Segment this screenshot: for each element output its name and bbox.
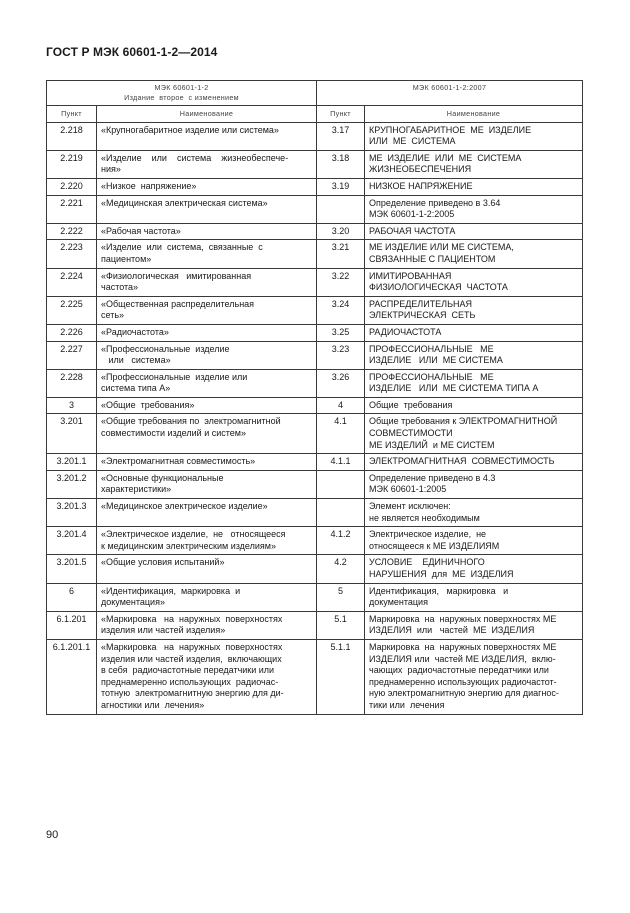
row-left-number: 3.201.4	[47, 527, 97, 555]
correspondence-table	[46, 80, 583, 715]
row-left-name: «Электромагнитная совместимость»	[97, 454, 317, 471]
row-left-number: 2.219	[47, 150, 97, 178]
table-row	[47, 341, 583, 369]
row-left-number: 3.201.3	[47, 499, 97, 527]
row-left-number: 3.201.1	[47, 454, 97, 471]
row-right-name: РАСПРЕДЕЛИТЕЛЬНАЯ ЭЛЕКТРИЧЕСКАЯ СЕТЬ	[365, 296, 583, 324]
row-left-number: 2.228	[47, 369, 97, 397]
row-right-name: Маркировка на наружных поверхностях МЕ ИЗДЕЛИЯ или частей МЕ ИЗДЕЛИЯ, вклю- чающих радиочастотные передатчики или преднамеренно использующих радиочастот- ную электромагнитную энергию для диагнос- тики или лечения	[365, 639, 583, 714]
row-right-number	[317, 470, 365, 498]
row-right-number: 5.1	[317, 611, 365, 639]
row-right-name: МЕ ИЗДЕЛИЕ ИЛИ МЕ СИСТЕМА ЖИЗНЕОБЕСПЕЧЕНИЯ	[365, 150, 583, 178]
table-row	[47, 268, 583, 296]
row-left-name: «Общественная распределительная сеть»	[97, 296, 317, 324]
table-row	[47, 583, 583, 611]
row-left-name: «Идентификация, маркировка и документация»	[97, 583, 317, 611]
table-row	[47, 296, 583, 324]
row-right-name: УСЛОВИЕ ЕДИНИЧНОГО НАРУШЕНИЯ для МЕ ИЗДЕЛИЯ	[365, 555, 583, 583]
row-right-name: ИМИТИРОВАННАЯ ФИЗИОЛОГИЧЕСКАЯ ЧАСТОТА	[365, 268, 583, 296]
table-row	[47, 639, 583, 714]
row-right-number: 3.23	[317, 341, 365, 369]
table-row	[47, 499, 583, 527]
table-column-header	[47, 106, 583, 123]
row-left-number: 6	[47, 583, 97, 611]
row-right-number	[317, 499, 365, 527]
group-left-line1: МЭК 60601-1-2	[154, 83, 209, 92]
row-right-name: КРУПНОГАБАРИТНОЕ МЕ ИЗДЕЛИЕ ИЛИ МЕ СИСТЕМА	[365, 122, 583, 150]
row-right-number: 3.22	[317, 268, 365, 296]
row-left-number: 2.221	[47, 195, 97, 223]
table-group-header	[47, 81, 583, 106]
row-right-number: 3.24	[317, 296, 365, 324]
row-left-number: 6.1.201	[47, 611, 97, 639]
table-row	[47, 223, 583, 240]
table-row	[47, 397, 583, 414]
row-right-name: ПРОФЕССИОНАЛЬНЫЕ МЕ ИЗДЕЛИЕ ИЛИ МЕ СИСТЕМА	[365, 341, 583, 369]
table-row	[47, 178, 583, 195]
col-header-right-num: Пункт	[317, 106, 365, 123]
row-right-name: Электрическое изделие, не относящееся к МЕ ИЗДЕЛИЯМ	[365, 527, 583, 555]
row-left-number: 2.218	[47, 122, 97, 150]
table-row	[47, 324, 583, 341]
row-left-number: 6.1.201.1	[47, 639, 97, 714]
row-left-name: «Медицинская электрическая система»	[97, 195, 317, 223]
row-right-number: 5	[317, 583, 365, 611]
row-left-name: «Медицинское электрическое изделие»	[97, 499, 317, 527]
row-right-name: Маркировка на наружных поверхностях МЕ ИЗДЕЛИЯ или частей МЕ ИЗДЕЛИЯ	[365, 611, 583, 639]
row-right-name: НИЗКОЕ НАПРЯЖЕНИЕ	[365, 178, 583, 195]
row-right-name: Идентификация, маркировка и документация	[365, 583, 583, 611]
row-right-name: Определение приведено в 4.3 МЭК 60601-1:2005	[365, 470, 583, 498]
row-left-number: 2.224	[47, 268, 97, 296]
row-right-number: 3.20	[317, 223, 365, 240]
table-row	[47, 555, 583, 583]
row-right-number: 4	[317, 397, 365, 414]
row-left-name: «Общие условия испытаний»	[97, 555, 317, 583]
row-left-name: «Маркировка на наружных поверхностях изделия или частей изделия, включающих в себя радиочастотные передатчики или преднамеренно использующих радиочас- тотную электромагнитную энергию для ди- агностики или лечения»	[97, 639, 317, 714]
row-right-number: 5.1.1	[317, 639, 365, 714]
row-right-number: 4.1	[317, 414, 365, 454]
row-right-number: 3.17	[317, 122, 365, 150]
row-left-number: 3.201.5	[47, 555, 97, 583]
group-header-left	[47, 81, 317, 106]
row-left-name: «Профессиональные изделие или система типа А»	[97, 369, 317, 397]
row-left-name: «Общие требования по электромагнитной совместимости изделий и систем»	[97, 414, 317, 454]
col-header-right-name: Наименование	[365, 106, 583, 123]
group-header-right: МЭК 60601-1-2:2007	[317, 81, 583, 106]
document-header: ГОСТ Р МЭК 60601-1-2—2014	[46, 45, 218, 59]
row-right-name: РАДИОЧАСТОТА	[365, 324, 583, 341]
row-right-number: 4.1.2	[317, 527, 365, 555]
table-row	[47, 611, 583, 639]
row-right-number	[317, 195, 365, 223]
page-number: 90	[46, 829, 59, 841]
row-left-number: 2.220	[47, 178, 97, 195]
row-right-name: Элемент исключен: не является необходимым	[365, 499, 583, 527]
table-row	[47, 527, 583, 555]
row-left-number: 2.227	[47, 341, 97, 369]
group-left-line2: Издание второе с изменением	[124, 93, 239, 102]
row-left-name: «Электрическое изделие, не относящееся к медицинским электрическим изделиям»	[97, 527, 317, 555]
row-left-number: 2.222	[47, 223, 97, 240]
row-right-number: 3.18	[317, 150, 365, 178]
table-row	[47, 454, 583, 471]
table-row	[47, 195, 583, 223]
table-row	[47, 122, 583, 150]
row-right-name: МЕ ИЗДЕЛИЕ ИЛИ МЕ СИСТЕМА, СВЯЗАННЫЕ С ПАЦИЕНТОМ	[365, 240, 583, 268]
row-right-name: РАБОЧАЯ ЧАСТОТА	[365, 223, 583, 240]
row-left-number: 3.201	[47, 414, 97, 454]
row-right-name: ПРОФЕССИОНАЛЬНЫЕ МЕ ИЗДЕЛИЕ ИЛИ МЕ СИСТЕМА ТИПА А	[365, 369, 583, 397]
row-right-number: 3.19	[317, 178, 365, 195]
row-left-name: «Маркировка на наружных поверхностях изделия или частей изделия»	[97, 611, 317, 639]
row-right-name: Определение приведено в 3.64 МЭК 60601-1-2:2005	[365, 195, 583, 223]
row-left-number: 2.226	[47, 324, 97, 341]
row-right-number: 3.26	[317, 369, 365, 397]
row-right-number: 4.1.1	[317, 454, 365, 471]
row-right-number: 3.21	[317, 240, 365, 268]
row-left-number: 2.223	[47, 240, 97, 268]
row-left-number: 3.201.2	[47, 470, 97, 498]
row-left-number: 3	[47, 397, 97, 414]
row-left-name: «Общие требования»	[97, 397, 317, 414]
row-left-number: 2.225	[47, 296, 97, 324]
row-right-name: Общие требования к ЭЛЕКТРОМАГНИТНОЙ СОВМЕСТИМОСТИ МЕ ИЗДЕЛИЙ и МЕ СИСТЕМ	[365, 414, 583, 454]
row-left-name: «Профессиональные изделие или система»	[97, 341, 317, 369]
row-right-number: 3.25	[317, 324, 365, 341]
col-header-left-name: Наименование	[97, 106, 317, 123]
row-right-name: ЭЛЕКТРОМАГНИТНАЯ СОВМЕСТИМОСТЬ	[365, 454, 583, 471]
row-left-name: «Физиологическая имитированная частота»	[97, 268, 317, 296]
row-left-name: «Рабочая частота»	[97, 223, 317, 240]
table-row	[47, 369, 583, 397]
table-row	[47, 414, 583, 454]
row-right-name: Общие требования	[365, 397, 583, 414]
row-left-name: «Изделие или система, связанные с пациентом»	[97, 240, 317, 268]
row-left-name: «Радиочастота»	[97, 324, 317, 341]
table-row	[47, 240, 583, 268]
row-left-name: «Крупногабаритное изделие или система»	[97, 122, 317, 150]
col-header-left-num: Пункт	[47, 106, 97, 123]
table-row	[47, 150, 583, 178]
row-left-name: «Низкое напряжение»	[97, 178, 317, 195]
row-left-name: «Изделие или система жизнеобеспече- ния»	[97, 150, 317, 178]
row-left-name: «Основные функциональные характеристики»	[97, 470, 317, 498]
row-right-number: 4.2	[317, 555, 365, 583]
table-row	[47, 470, 583, 498]
